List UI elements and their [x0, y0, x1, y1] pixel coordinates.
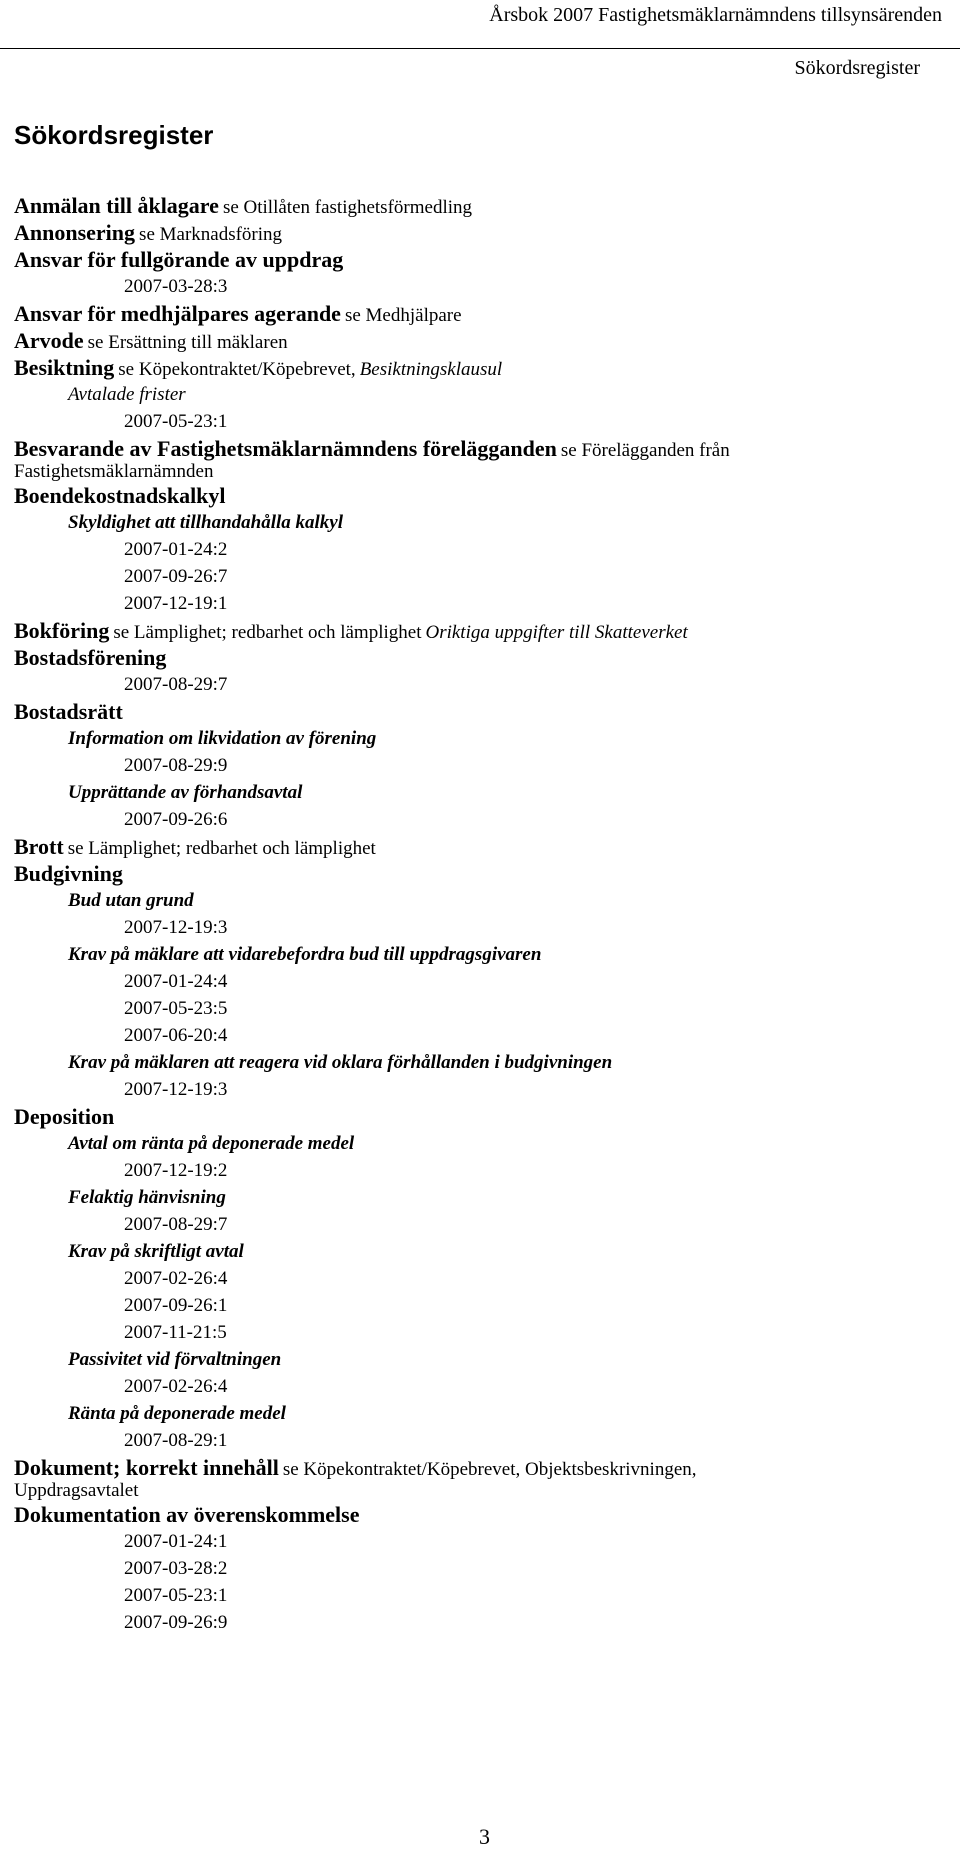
- index-entry: [0, 192, 940, 219]
- subterm-label: Upprättande av förhandsavtal: [68, 782, 303, 803]
- index-entry: [0, 435, 940, 462]
- case-date: 2007-03-28:2: [124, 1558, 228, 1579]
- index-term: Besvarande av Fastighetsmäklarnämndens förelägganden: [14, 436, 557, 461]
- case-date: 2007-08-29:9: [124, 755, 228, 776]
- case-reference: [0, 671, 940, 698]
- index-entry: [0, 1501, 940, 1528]
- see-reference: se Ersättning till mäklaren: [87, 332, 288, 353]
- case-date: 2007-09-26:9: [124, 1612, 228, 1633]
- case-date: 2007-09-26:6: [124, 809, 228, 830]
- subterm-label: Information om likvidation av förening: [68, 728, 377, 749]
- index-term: Arvode: [14, 328, 84, 353]
- case-reference: [0, 1555, 940, 1582]
- index-term: Bokföring: [14, 618, 110, 643]
- case-reference: [0, 563, 940, 590]
- case-date: 2007-08-29:7: [124, 1214, 228, 1235]
- index-entry: [0, 327, 940, 354]
- index-term: Annonsering: [14, 220, 136, 245]
- case-date: 2007-02-26:4: [124, 1268, 228, 1289]
- index-subterm: [0, 381, 940, 408]
- index-entry: [0, 300, 940, 327]
- case-date: 2007-01-24:1: [124, 1531, 228, 1552]
- case-date: 2007-11-21:5: [124, 1322, 227, 1343]
- case-date: 2007-12-19:3: [124, 1079, 228, 1100]
- index-subterm: [0, 1130, 940, 1157]
- index-entry: [0, 860, 940, 887]
- subterm-label: Felaktig hänvisning: [68, 1187, 226, 1208]
- index-term: Bostadsförening: [14, 645, 167, 670]
- index-entry: [0, 219, 940, 246]
- index-entry: [0, 246, 940, 273]
- see-reference: se Marknadsföring: [139, 224, 283, 245]
- case-date: 2007-05-23:5: [124, 998, 228, 1019]
- case-date: 2007-12-19:1: [124, 593, 228, 614]
- index-term: Ansvar för fullgörande av uppdrag: [14, 247, 344, 272]
- see-reference: se Lämplighet; redbarhet och lämplighet: [67, 838, 376, 859]
- index-subterm: [0, 1238, 940, 1265]
- subterm-label: Ränta på deponerade medel: [68, 1403, 286, 1424]
- case-reference: [0, 806, 940, 833]
- index-term: Deposition: [14, 1104, 115, 1129]
- subterm-label: Avtal om ränta på deponerade medel: [68, 1133, 355, 1154]
- running-header-title: Årsbok 2007 Fastighetsmäklarnämndens tillsynsärenden: [489, 4, 942, 26]
- subterm-label: Passivitet vid förvaltningen: [68, 1349, 282, 1370]
- index-entry: [0, 833, 940, 860]
- case-date: 2007-08-29:7: [124, 674, 228, 695]
- index-term: Budgivning: [14, 861, 123, 886]
- case-reference: [0, 1319, 940, 1346]
- see-reference: se Köpekontraktet/Köpebrevet, Objektsbeskrivningen,: [282, 1459, 697, 1480]
- see-reference-sub: Oriktiga uppgifter till Skatteverket: [425, 622, 688, 643]
- index-entry: [0, 482, 940, 509]
- case-date: 2007-01-24:4: [124, 971, 228, 992]
- case-reference: [0, 1582, 940, 1609]
- case-reference: [0, 273, 940, 300]
- case-reference: [0, 408, 940, 435]
- case-reference: [0, 1211, 940, 1238]
- see-reference: se Medhjälpare: [344, 305, 462, 326]
- index-subterm: [0, 509, 940, 536]
- index-entry: [0, 1103, 940, 1130]
- index-term: Brott: [14, 834, 64, 859]
- see-reference: se Otillåten fastighetsförmedling: [222, 197, 473, 218]
- index-subterm: [0, 725, 940, 752]
- index-term: Dokument; korrekt innehåll: [14, 1455, 279, 1480]
- index-subterm: [0, 1184, 940, 1211]
- see-reference-sub: Besiktningsklausul: [359, 359, 503, 380]
- case-reference: [0, 1528, 940, 1555]
- case-date: 2007-06-20:4: [124, 1025, 228, 1046]
- case-date: 2007-02-26:4: [124, 1376, 228, 1397]
- index-term: Boendekostnadskalkyl: [14, 483, 226, 508]
- case-reference: [0, 1373, 940, 1400]
- case-date: 2007-05-23:1: [124, 1585, 228, 1606]
- header-rule: [0, 48, 960, 49]
- index-subterm: [0, 1346, 940, 1373]
- index-entry-continuation: [0, 462, 940, 482]
- subterm-label: Krav på mäklare att vidarebefordra bud till uppdragsgivaren: [68, 944, 542, 965]
- index-entry: [0, 1454, 940, 1481]
- index-subterm: [0, 779, 940, 806]
- case-reference: [0, 1076, 940, 1103]
- case-reference: [0, 1292, 940, 1319]
- case-date: 2007-09-26:1: [124, 1295, 228, 1316]
- case-reference: [0, 968, 940, 995]
- case-reference: [0, 995, 940, 1022]
- index-term: Ansvar för medhjälpares agerande: [14, 301, 341, 326]
- case-reference: [0, 1265, 940, 1292]
- subterm-label: Krav på skriftligt avtal: [68, 1241, 244, 1262]
- index-subterm: [0, 887, 940, 914]
- case-date: 2007-01-24:2: [124, 539, 228, 560]
- page-number: 3: [479, 1824, 490, 1849]
- case-reference: [0, 590, 940, 617]
- case-date: 2007-12-19:2: [124, 1160, 228, 1181]
- subterm-label: Bud utan grund: [68, 890, 194, 911]
- case-date: 2007-12-19:3: [124, 917, 228, 938]
- index-entry: [0, 644, 940, 671]
- subterm-label: Skyldighet att tillhandahålla kalkyl: [68, 512, 344, 533]
- page-title: Sökordsregister: [14, 120, 214, 150]
- case-date: 2007-09-26:7: [124, 566, 228, 587]
- case-date: 2007-05-23:1: [124, 411, 228, 432]
- see-reference-continued: Fastighetsmäklarnämnden: [14, 461, 214, 482]
- see-reference: se Köpekontraktet/Köpebrevet,: [118, 359, 356, 380]
- index-term: Dokumentation av överenskommelse: [14, 1502, 360, 1527]
- subterm-label: Avtalade frister: [68, 384, 186, 405]
- case-reference: [0, 914, 940, 941]
- index-entry: [0, 354, 940, 381]
- index-subterm: [0, 941, 940, 968]
- see-reference: se Förelägganden från: [560, 440, 730, 461]
- case-reference: [0, 752, 940, 779]
- index-list: [0, 192, 940, 1636]
- case-date: 2007-08-29:1: [124, 1430, 228, 1451]
- index-subterm: [0, 1049, 940, 1076]
- index-term: Besiktning: [14, 355, 115, 380]
- case-reference: [0, 1427, 940, 1454]
- index-subterm: [0, 1400, 940, 1427]
- case-reference: [0, 1609, 940, 1636]
- index-entry: [0, 617, 940, 644]
- see-reference-continued: Uppdragsavtalet: [14, 1480, 139, 1501]
- see-reference: se Lämplighet; redbarhet och lämplighet: [113, 622, 422, 643]
- case-reference: [0, 536, 940, 563]
- running-header-section: Sökordsregister: [794, 57, 920, 79]
- index-entry-continuation: [0, 1481, 940, 1501]
- case-reference: [0, 1022, 940, 1049]
- case-date: 2007-03-28:3: [124, 276, 228, 297]
- index-term: Anmälan till åklagare: [14, 193, 219, 218]
- case-reference: [0, 1157, 940, 1184]
- subterm-label: Krav på mäklaren att reagera vid oklara förhållanden i budgivningen: [68, 1052, 613, 1073]
- index-entry: [0, 698, 940, 725]
- index-term: Bostadsrätt: [14, 699, 123, 724]
